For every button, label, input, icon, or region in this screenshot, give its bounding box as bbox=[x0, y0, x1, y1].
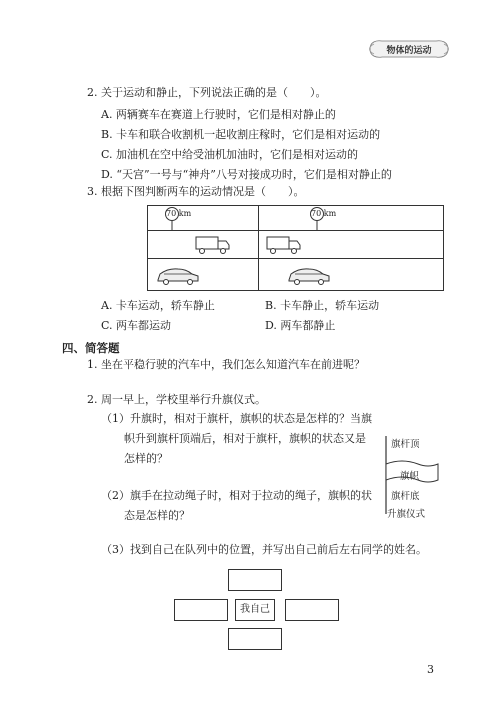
grid-right bbox=[285, 599, 339, 621]
s4-q2-sub1-line2: 帜升到旗杆顶端后，相对于旗杆，旗帜的状态又是 bbox=[124, 432, 366, 445]
car-icon bbox=[158, 269, 198, 285]
q3-option-c: C. 两车都运动 bbox=[101, 319, 172, 332]
q3-stem: 3. 根据下图判断两车的运动情况是（ ）。 bbox=[87, 185, 305, 198]
grid-left bbox=[174, 599, 228, 621]
speed-sign-text-left: 70 km bbox=[166, 209, 192, 218]
flag-caption: 升旗仪式 bbox=[387, 509, 426, 520]
grid-self bbox=[235, 599, 275, 621]
q2-stem: 2. 关于运动和静止，下列说法正确的是（ ）。 bbox=[87, 86, 327, 99]
car-icon bbox=[289, 269, 329, 285]
speed-sign-text-right: 70 km bbox=[311, 209, 337, 218]
q3-option-a: A. 卡车运动，轿车静止 bbox=[101, 299, 215, 312]
flag-label-top: 旗杆顶 bbox=[391, 439, 420, 450]
grid-back bbox=[228, 628, 282, 650]
chapter-title: 物体的运动 bbox=[386, 46, 432, 56]
s4-q2-sub1-line1: （1）升旗时，相对于旗杆，旗帜的状态是怎样的？当旗 bbox=[101, 412, 372, 425]
s4-q2-stem: 2. 周一早上，学校里举行升旗仪式。 bbox=[87, 393, 266, 406]
q3-option-b: B. 卡车静止，轿车运动 bbox=[265, 299, 380, 312]
grid-front bbox=[228, 569, 282, 591]
section-title: 四、简答题 bbox=[62, 341, 120, 355]
s4-q2-sub2-line2: 态是怎样的？ bbox=[124, 509, 190, 522]
q3-option-d: D. 两车都静止 bbox=[265, 319, 336, 332]
truck-icon bbox=[196, 237, 229, 254]
q2-option-d: D. “天宫”一号与“神舟”八号对接成功时，它们是相对静止的 bbox=[101, 168, 392, 181]
q2-option-b: B. 卡车和联合收割机一起收割庄稼时，它们是相对运动的 bbox=[101, 128, 381, 141]
q2-option-a: A. 两辆赛车在赛道上行驶时，它们是相对静止的 bbox=[101, 108, 336, 121]
q2-option-c: C. 加油机在空中给受油机加油时，它们是相对运动的 bbox=[101, 148, 359, 161]
scene-panel-right bbox=[258, 205, 444, 291]
s4-q1: 1. 坐在平稳行驶的汽车中，我们怎么知道汽车在前进呢？ bbox=[87, 358, 365, 371]
flag-label-flag: 旗帜 bbox=[400, 471, 420, 482]
flag-raising-diagram bbox=[378, 434, 440, 524]
flag-label-bottom: 旗杆底 bbox=[391, 491, 420, 502]
road-scene-right bbox=[259, 206, 443, 290]
s4-q2-sub1-line3: 怎样的？ bbox=[124, 452, 168, 465]
page-number: 3 bbox=[427, 663, 434, 676]
grid-self-label: 我自己 bbox=[240, 604, 270, 615]
chapter-badge bbox=[366, 38, 452, 60]
s4-q2-sub3: （3）找到自己在队列中的位置，并写出自己前后左右同学的姓名。 bbox=[101, 543, 427, 556]
truck-icon bbox=[267, 237, 300, 254]
s4-q2-sub2-line1: （2）旗手在拉动绳子时，相对于拉动的绳子，旗帜的状 bbox=[101, 489, 372, 502]
